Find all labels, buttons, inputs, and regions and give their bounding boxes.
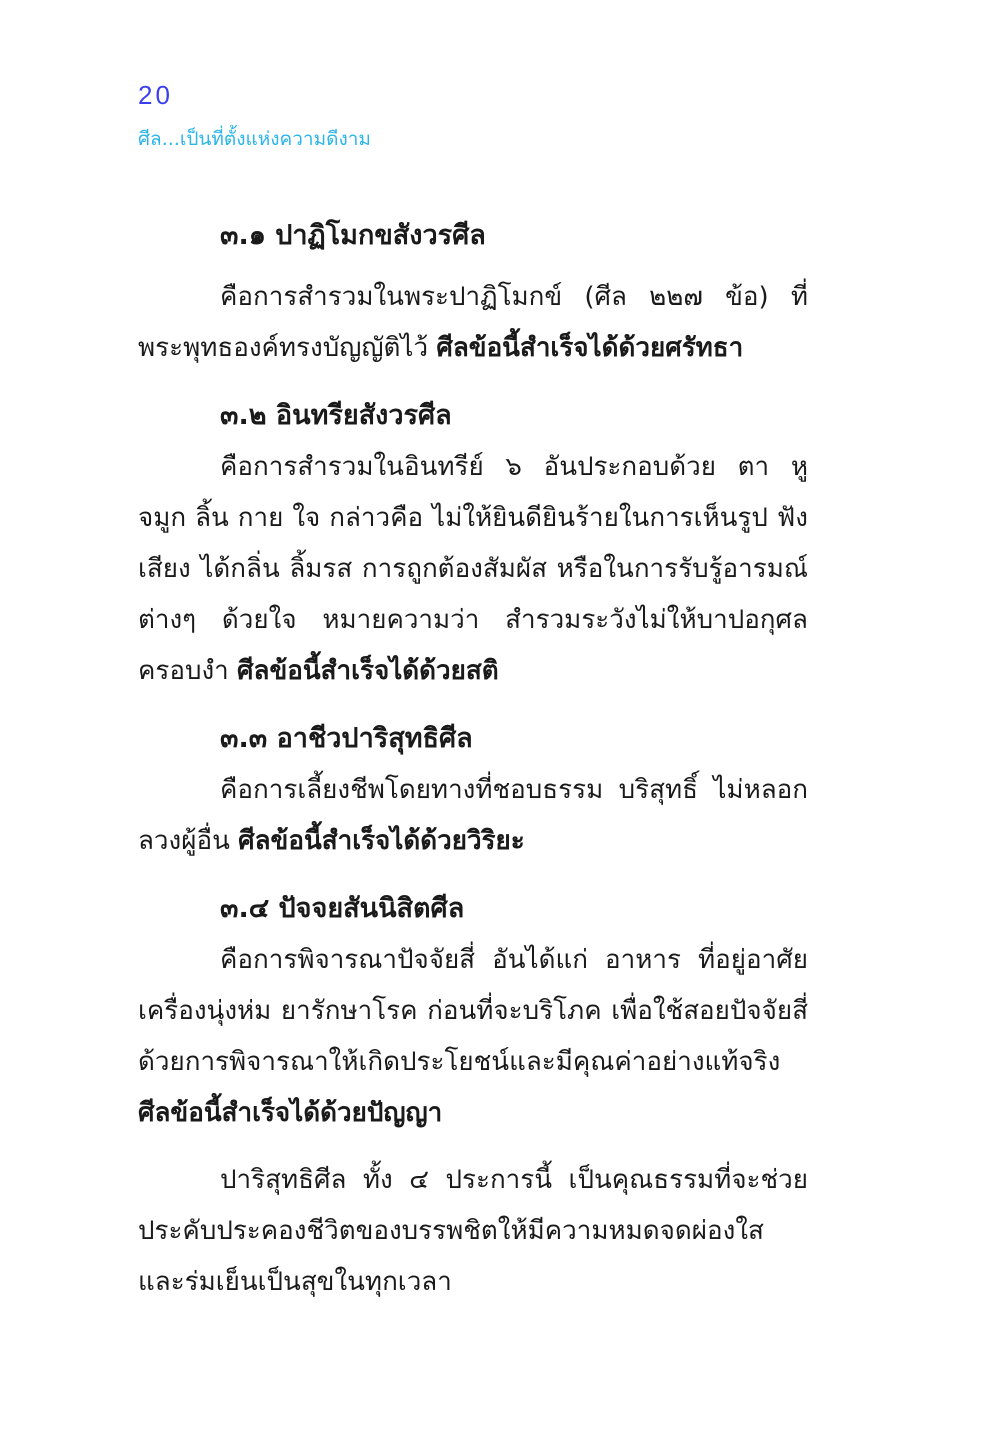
section-text: คือการสำรวมในพระปาฏิโมกข์ (ศีล ๒๒๗ ข้อ) ที่พระพุทธองค์ทรงบัญญัติไว้ [138,282,808,363]
section-emphasis-3-4: ศีลข้อนี้สำเร็จได้ด้วยปัญญา [138,1098,443,1128]
section-paragraph-3-4: คือการพิจารณาปัจจัยสี่ อันได้แก่ อาหาร ที่อยู่อาศัย เครื่องนุ่งห่ม ยารักษาโรค ก่อนที่จะบริโภค เพื่อใช้สอยปัจจัยสี่ ด้วยการพิจารณาให้เกิดประโยชน์และมีคุณค่าอย่างแท้จริง [138,945,808,1077]
running-header: ศีล...เป็นที่ตั้งแห่งความดีงาม [138,128,371,150]
section-heading-3-3: ๓.๓ อาชีวปาริสุทธิศีล [220,723,473,754]
section-emphasis: ศีลข้อนี้สำเร็จได้ด้วยศรัทธา [436,333,744,363]
page-content [138,200,808,1308]
section-paragraph-3-1 [138,272,808,374]
section-paragraph-3-3 [138,765,808,867]
section-paragraph-3-2 [138,442,808,697]
page-number: 20 [138,80,173,110]
section-emphasis: ศีลข้อนี้สำเร็จได้ด้วยสติ [237,656,499,686]
section-heading-3-2: ๓.๒ อินทรียสังวรศีล [220,400,452,431]
section-emphasis: ศีลข้อนี้สำเร็จได้ด้วยวิริยะ [238,826,525,856]
section-heading-3-1: ๓.๑ ปาฏิโมกขสังวรศีล [220,220,486,251]
conclusion-paragraph: ปาริสุทธิศีล ทั้ง ๔ ประการนี้ เป็นคุณธรรมที่จะช่วยประคับประคองชีวิตของบรรพชิตให้มีความหมดจดผ่องใสและร่มเย็นเป็นสุขในทุกเวลา [138,1165,808,1297]
section-heading-3-4: ๓.๔ ปัจจยสันนิสิตศีล [220,893,465,924]
section-text: คือการสำรวมในอินทรีย์ ๖ อันประกอบด้วย ตา หู จมูก ลิ้น กาย ใจ กล่าวคือ ไม่ให้ยินดียินร้ายในการเห็นรูป ฟังเสียง ได้กลิ่น ลิ้มรส การถูกต้องสัมผัส หรือในการรับรู้อารมณ์ต่างๆ ด้วยใจ หมายความว่า สำรวมระวังไม่ให้บาปอกุศลครอบงำ [138,452,808,686]
section-text: คือการเลี้ยงชีพโดยทางที่ชอบธรรม บริสุทธิ์ ไม่หลอกลวงผู้อื่น [138,775,808,856]
